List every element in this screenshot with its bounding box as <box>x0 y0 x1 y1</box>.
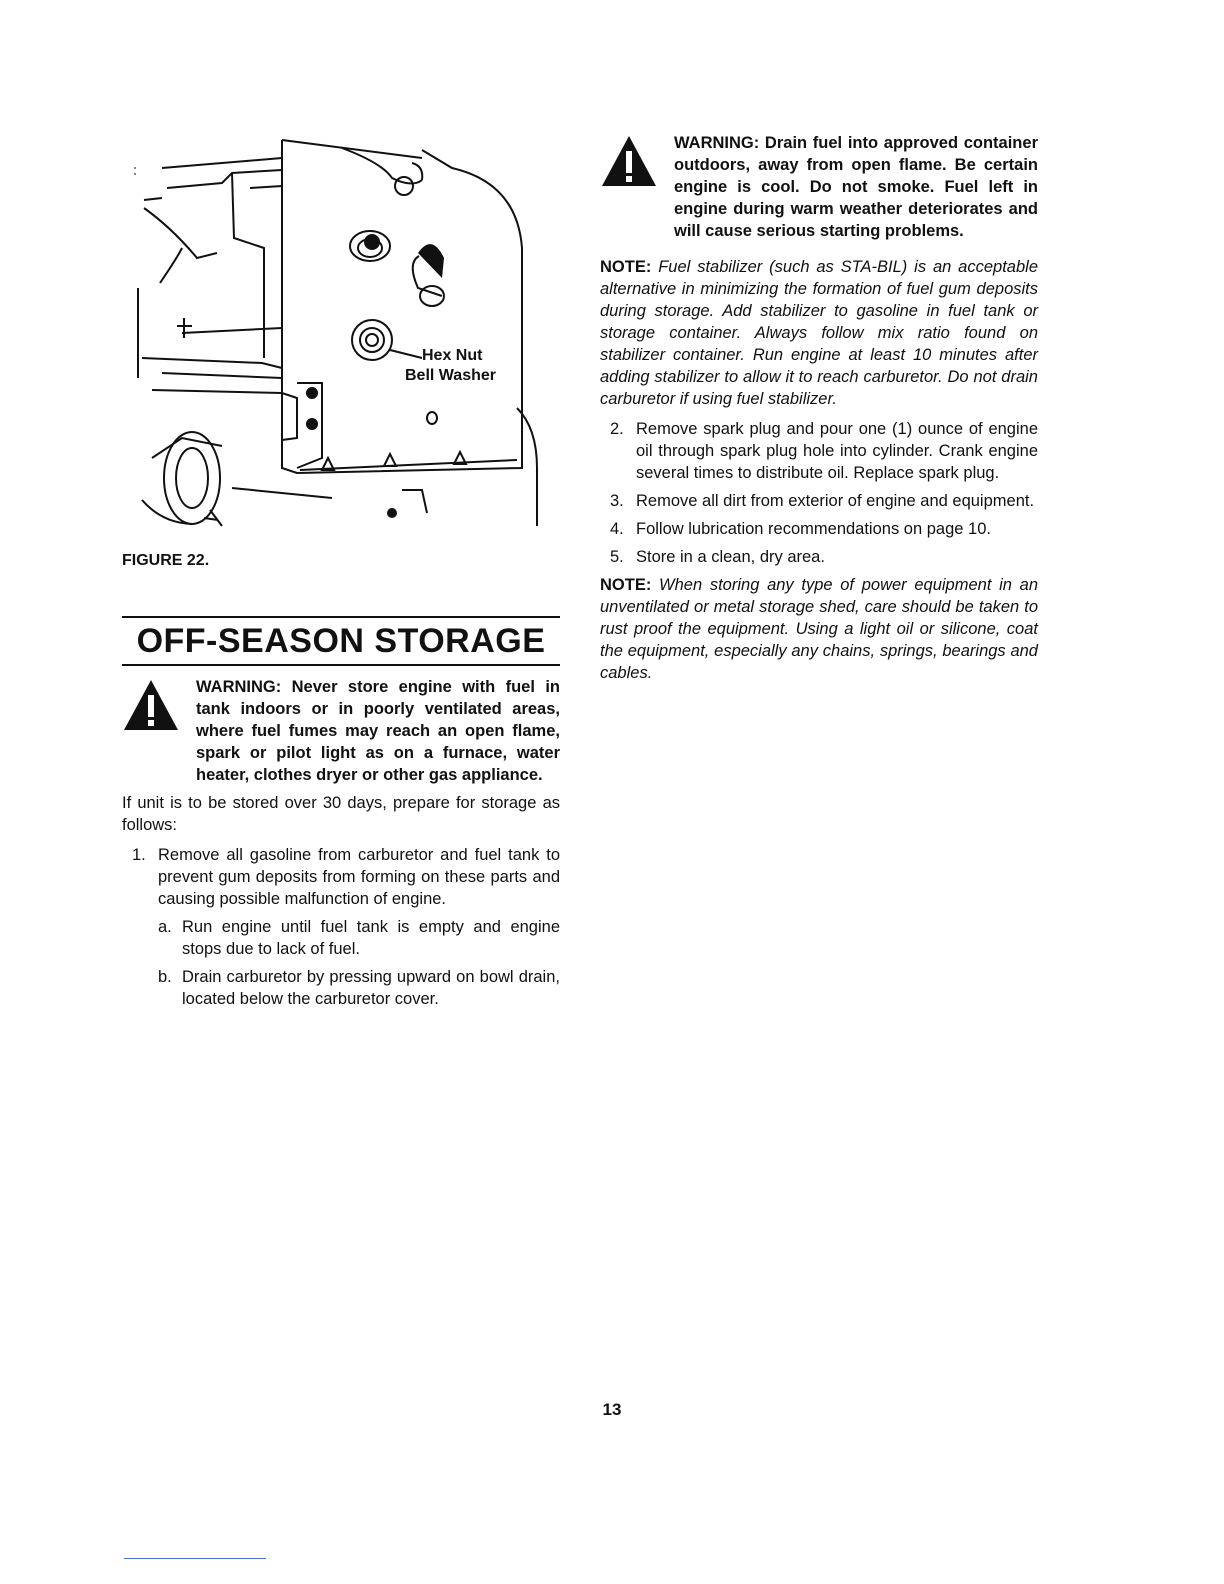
warning-text-left: WARNING: Never store engine with fuel in tank indoors or in poorly ventilated areas, where fuel fumes may reach an open flame, spark or pilot light as on a furnace, water heater, clothes dryer or other gas appliance. <box>196 678 560 784</box>
warning-block-right <box>600 132 1038 242</box>
footer-line <box>124 1558 266 1559</box>
step-number: 5. <box>610 548 624 566</box>
housing-outline <box>282 140 522 473</box>
storage-steps-right <box>600 418 1038 568</box>
step-number: 1. <box>132 846 146 864</box>
substep-text: Drain carburetor by pressing upward on bowl drain, located below the carburetor cover. <box>182 968 560 1008</box>
substep-b <box>122 966 560 1010</box>
note-label: NOTE: <box>600 576 652 594</box>
intro-paragraph: If unit is to be stored over 30 days, prepare for storage as follows: <box>122 794 560 834</box>
step-text: Store in a clean, dry area. <box>636 548 825 566</box>
figure-22-illustration <box>122 128 542 538</box>
step-5 <box>600 546 1038 568</box>
substep-letter: b. <box>158 968 172 986</box>
step-number: 3. <box>610 492 624 510</box>
substep-text: Run engine until fuel tank is empty and engine stops due to lack of fuel. <box>182 918 560 958</box>
step-text: Remove all dirt from exterior of engine and equipment. <box>636 492 1035 510</box>
step-3 <box>600 490 1038 512</box>
section-header <box>122 616 560 1016</box>
warning-block-left <box>122 676 560 786</box>
note-rust-proof <box>600 574 1038 684</box>
step-text: Follow lubrication recommendations on page 10. <box>636 520 991 538</box>
hex-nut-callout: Hex Nut <box>422 347 483 364</box>
warning-text-right: WARNING: Drain fuel into approved container outdoors, away from open flame. Be certain engine is cool. Do not smoke. Fuel left in engine during warm weather deteriorates and will cause serious starting problems. <box>674 134 1038 240</box>
step-text: Remove all gasoline from carburetor and fuel tank to prevent gum deposits from forming on these parts and causing possible malfunction of engine. <box>158 846 560 908</box>
bell-washer-callout: Bell Washer <box>405 367 496 384</box>
note-text: Fuel stabilizer (such as STA-BIL) is an acceptable alternative in minimizing the formation of fuel gum deposits during storage. Add stabilizer to gasoline in fuel tank or storage container. Always follow mix ratio found on stabilizer container. Run engine at least 10 minutes after adding stabilizer to allow it to reach carburetor. Do not drain carburetor if using fuel stabilizer. <box>600 258 1038 408</box>
section-title: OFF-SEASON STORAGE <box>136 622 546 660</box>
title-rule-top <box>122 616 560 618</box>
title-rule-bottom <box>122 664 560 666</box>
step-text: Remove spark plug and pour one (1) ounce of engine oil through spark plug hole into cylinder. Crank engine several times to distribute oil. Replace spark plug. <box>636 420 1038 482</box>
step-2 <box>600 418 1038 484</box>
note-label: NOTE: <box>600 258 652 276</box>
step-1 <box>122 844 560 910</box>
page-number: 13 <box>602 1400 622 1419</box>
storage-steps-left <box>122 844 560 1010</box>
substep-a <box>122 916 560 960</box>
warning-triangle-icon <box>600 134 658 188</box>
right-column <box>600 128 1038 684</box>
step-number: 4. <box>610 520 624 538</box>
step-4 <box>600 518 1038 540</box>
substep-letter: a. <box>158 918 172 936</box>
note-stabilizer <box>600 256 1038 410</box>
note-text: When storing any type of power equipment in an unventilated or metal storage shed, care should be taken to rust proof the equipment. Using a light oil or silicone, coat the equipment, especially any chains, springs, bearings and cables. <box>600 576 1038 682</box>
figure-caption: FIGURE 22. <box>122 552 210 569</box>
warning-triangle-icon <box>122 678 180 732</box>
engine-illustration <box>122 128 542 538</box>
step-number: 2. <box>610 420 624 438</box>
